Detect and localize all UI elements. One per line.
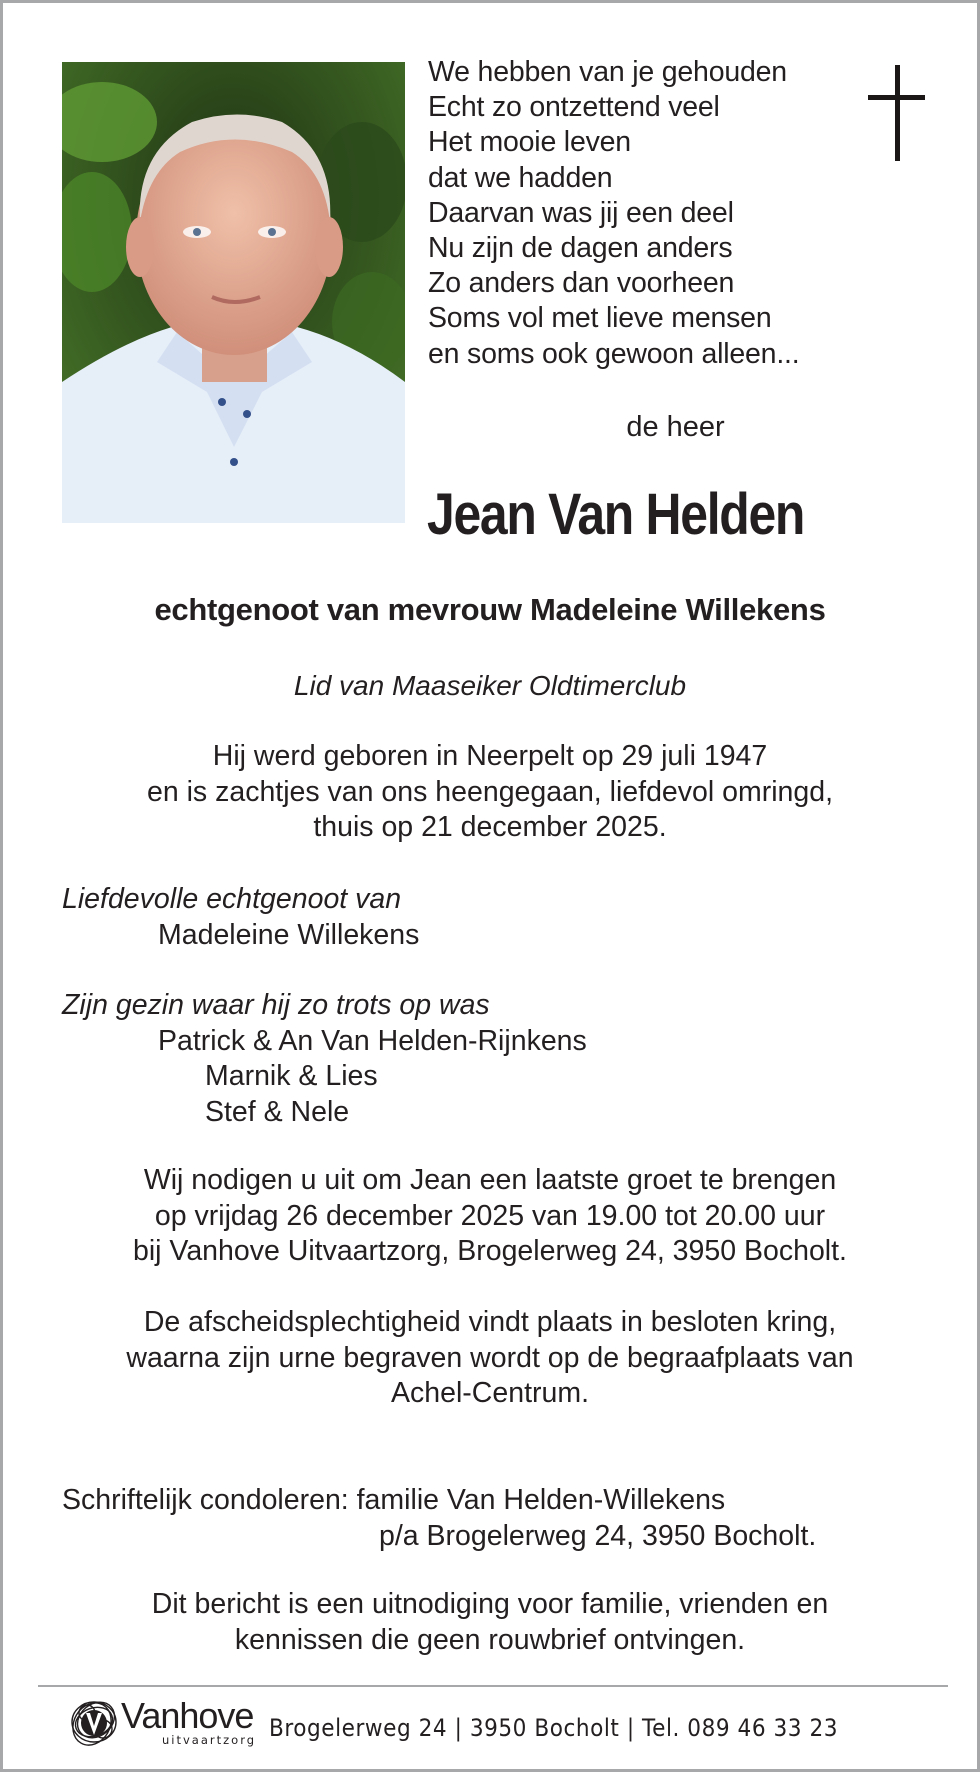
spouse-heading: Liefdevolle echtgenoot van bbox=[62, 883, 402, 915]
club-membership: Lid van Maaseiker Oldtimerclub bbox=[293, 670, 687, 701]
funeral-home-contact: Brogelerweg 24 | 3950 Bocholt | Tel. 089 46 33 23 bbox=[269, 1714, 839, 1742]
notice-line: Dit bericht is een uitnodiging voor familie, vrienden en bbox=[151, 1588, 829, 1620]
honorific: de heer bbox=[626, 411, 725, 443]
spouse-line: echtgenoot van mevrouw Madeleine Willekens bbox=[154, 592, 826, 627]
grandchild: Stef & Nele bbox=[205, 1095, 350, 1128]
footer-divider bbox=[38, 1685, 948, 1687]
spouse-section bbox=[62, 882, 419, 953]
visitation-line: bij Vanhove Uitvaartzorg, Brogelerweg 24, 3950 Bocholt. bbox=[133, 1235, 847, 1267]
logo-name: Vanhove bbox=[121, 1695, 254, 1736]
poem-line: en soms ook gewoon alleen... bbox=[428, 337, 800, 370]
ceremony-info bbox=[3, 1305, 977, 1412]
portrait-photo bbox=[62, 62, 405, 523]
poem-line: Zo anders dan voorheen bbox=[428, 267, 735, 300]
birth-line: Hij werd geboren in Neerpelt op 29 juli 1947 bbox=[212, 740, 768, 772]
ceremony-line: Achel-Centrum. bbox=[391, 1377, 589, 1409]
ceremony-line: waarna zijn urne begraven wordt op de begraafplaats van bbox=[126, 1341, 854, 1374]
condolence-line: Schriftelijk condoleren: familie Van Helden-Willekens bbox=[62, 1484, 726, 1516]
condolence-postal-address: p/a Brogelerweg 24, 3950 Bocholt. bbox=[379, 1519, 817, 1552]
condolence-address bbox=[62, 1483, 816, 1554]
ceremony-line: De afscheidsplechtigheid vindt plaats in besloten kring, bbox=[143, 1306, 837, 1338]
visitation-line: Wij nodigen u uit om Jean een laatste groet te brengen bbox=[143, 1164, 837, 1196]
poem-line: Het mooie leven bbox=[428, 126, 631, 159]
vanhove-logo-icon bbox=[67, 1695, 121, 1749]
deceased-name: Jean Van Helden bbox=[427, 482, 805, 547]
grandchild: Marnik & Lies bbox=[205, 1060, 378, 1092]
children: Patrick & An Van Helden-Rijnkens bbox=[158, 1024, 587, 1057]
visitation-info bbox=[3, 1163, 977, 1270]
family-heading: Zijn gezin waar hij zo trots op was bbox=[62, 989, 490, 1021]
visitation-line: op vrijdag 26 december 2025 van 19.00 tot 20.00 uur bbox=[154, 1199, 826, 1232]
logo-subtitle: uitvaartzorg bbox=[162, 1733, 257, 1747]
family-section bbox=[62, 988, 587, 1130]
funeral-home-logo bbox=[67, 1695, 257, 1751]
poem-line: Daarvan was jij een deel bbox=[428, 196, 734, 229]
cross-icon bbox=[868, 65, 928, 161]
notice-line: kennissen die geen rouwbrief ontvingen. bbox=[234, 1623, 746, 1656]
invitation-notice bbox=[3, 1587, 977, 1658]
poem-line: We hebben van je gehouden bbox=[428, 56, 787, 88]
poem-line: Nu zijn de dagen anders bbox=[428, 232, 733, 265]
poem bbox=[428, 55, 799, 372]
spouse-name: Madeleine Willekens bbox=[158, 918, 420, 951]
poem-line: Soms vol met lieve mensen bbox=[428, 302, 772, 335]
poem-line: dat we hadden bbox=[428, 161, 613, 194]
poem-line: Echt zo ontzettend veel bbox=[428, 91, 720, 124]
portrait-illustration bbox=[62, 62, 405, 523]
death-place-line: thuis op 21 december 2025. bbox=[313, 811, 667, 843]
death-line: en is zachtjes van ons heengegaan, liefdevol omringd, bbox=[146, 775, 834, 808]
birth-death-info bbox=[3, 739, 977, 846]
